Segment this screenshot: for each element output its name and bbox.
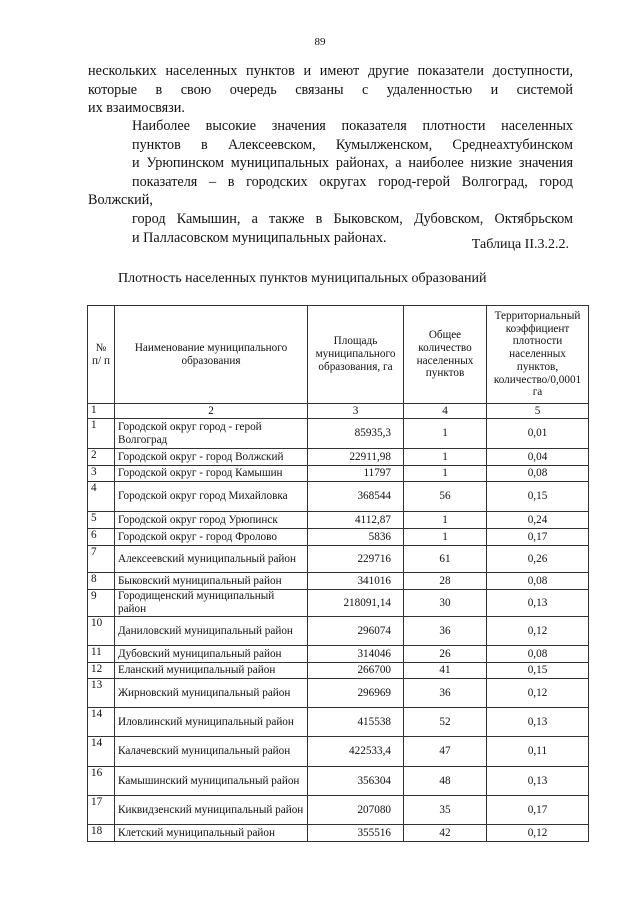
row-name: Дубовский муниципальный район — [115, 646, 308, 663]
row-coef: 0,08 — [487, 466, 589, 482]
row-name: Еланский муниципальный район — [115, 663, 308, 679]
row-name: Городской округ - город Камышин — [115, 466, 308, 482]
row-count: 30 — [404, 590, 487, 617]
paragraph-line: Наиболее высокие значения показателя плотности населенных — [132, 118, 573, 134]
row-area: 415538 — [308, 708, 404, 737]
row-area: 314046 — [308, 646, 404, 663]
column-number: 3 — [308, 404, 404, 419]
row-number: 11 — [88, 646, 115, 663]
table-row — [88, 663, 589, 679]
row-number: 6 — [88, 529, 115, 546]
row-number: 8 — [88, 573, 115, 590]
row-number: 10 — [88, 617, 115, 646]
row-coef: 0,13 — [487, 708, 589, 737]
table-row — [88, 466, 589, 482]
row-area: 356304 — [308, 767, 404, 796]
row-coef: 0,11 — [487, 737, 589, 767]
row-name: Иловлинский муниципальный район — [115, 708, 308, 737]
row-coef: 0,26 — [487, 546, 589, 573]
row-area: 368544 — [308, 482, 404, 512]
row-coef: 0,15 — [487, 663, 589, 679]
table-row — [88, 482, 589, 512]
row-name: Городской округ - город Волжский — [115, 449, 308, 466]
density-table — [87, 305, 589, 842]
paragraph-line: и Урюпинском муниципальных районах, а наиболее низкие значения — [132, 155, 573, 172]
row-coef: 0,17 — [487, 796, 589, 825]
row-coef: 0,12 — [487, 617, 589, 646]
row-coef: 0,12 — [487, 825, 589, 842]
paragraph-line: город Камышин, а также в Быковском, Дубовском, Октябрьском — [132, 210, 573, 227]
row-area: 296074 — [308, 617, 404, 646]
header-coef: Территориальный коэффициент плотности населенных пунктов, количество/0,0001 га — [487, 306, 589, 404]
row-number: 7 — [88, 546, 115, 573]
header-name: Наименование муниципального образования — [115, 306, 308, 404]
row-coef: 0,12 — [487, 679, 589, 708]
row-number: 18 — [88, 825, 115, 842]
paragraph-line: пунктов в Алексеевском, Кумылженском, Среднеахтубинском — [132, 136, 573, 153]
row-area: 355516 — [308, 825, 404, 842]
row-count: 36 — [404, 679, 487, 708]
paragraph-line: и Палласовском муниципальных районах. — [132, 229, 387, 246]
row-area: 11797 — [308, 466, 404, 482]
row-count: 1 — [404, 512, 487, 529]
row-area: 341016 — [308, 573, 404, 590]
header-count: Общее количество населенных пунктов — [404, 306, 487, 404]
table-label: Таблица II.3.2.2. — [471, 237, 569, 252]
paragraph-line: показателя – в городских округах город-герой Волгоград, город Волжский, — [88, 173, 573, 209]
table-row — [88, 419, 589, 449]
table-row — [88, 825, 589, 842]
row-name: Алексеевский муниципальный район — [115, 546, 308, 573]
row-name: Киквидзенский муниципальный район — [115, 796, 308, 825]
row-coef: 0,13 — [487, 767, 589, 796]
row-area: 296969 — [308, 679, 404, 708]
row-name: Городской округ - город Фролово — [115, 529, 308, 546]
row-area: 4112,87 — [308, 512, 404, 529]
row-coef: 0,08 — [487, 573, 589, 590]
row-coef: 0,08 — [487, 646, 589, 663]
row-count: 41 — [404, 663, 487, 679]
page-number: 89 — [314, 36, 326, 48]
row-name: Калачевский муниципальный район — [115, 737, 308, 767]
table-row — [88, 708, 589, 737]
row-number: 12 — [88, 663, 115, 679]
table-row — [88, 573, 589, 590]
row-name: Быковский муниципальный район — [115, 573, 308, 590]
row-name: Камышинский муниципальный район — [115, 767, 308, 796]
row-name: Городской округ город - герой Волгоград — [115, 419, 308, 449]
row-coef: 0,04 — [487, 449, 589, 466]
row-count: 28 — [404, 573, 487, 590]
row-number: 1 — [88, 419, 115, 449]
row-name: Клетский муниципальный район — [115, 825, 308, 842]
paragraph-2 — [88, 117, 573, 247]
table-row — [88, 529, 589, 546]
row-coef: 0,17 — [487, 529, 589, 546]
paragraph-line: которые в свою очередь связаны с удаленностью и системой — [88, 81, 573, 98]
row-area: 266700 — [308, 663, 404, 679]
row-count: 1 — [404, 419, 487, 449]
paragraph-line: нескольких населенных пунктов и имеют другие показатели доступности, — [88, 63, 573, 79]
row-name: Городской округ город Урюпинск — [115, 512, 308, 529]
table-row — [88, 546, 589, 573]
table-row — [88, 767, 589, 796]
row-count: 1 — [404, 529, 487, 546]
row-number: 14 — [88, 708, 115, 737]
row-number: 2 — [88, 449, 115, 466]
paragraph-line: их взаимосвязи. — [88, 100, 185, 117]
column-number-row — [88, 404, 589, 419]
row-number: 16 — [88, 767, 115, 796]
header-area: Площадь муниципального образования, га — [308, 306, 404, 404]
row-number: 5 — [88, 512, 115, 529]
row-count: 1 — [404, 466, 487, 482]
header-num: № п/ п — [88, 306, 115, 404]
row-area: 5836 — [308, 529, 404, 546]
row-area: 22911,98 — [308, 449, 404, 466]
column-number: 2 — [115, 404, 308, 419]
row-count: 42 — [404, 825, 487, 842]
column-number: 4 — [404, 404, 487, 419]
table-title: Плотность населенных пунктов муниципальных образований — [118, 271, 487, 286]
row-count: 61 — [404, 546, 487, 573]
table-row — [88, 590, 589, 617]
row-coef: 0,01 — [487, 419, 589, 449]
column-number: 5 — [487, 404, 589, 419]
row-area: 218091,14 — [308, 590, 404, 617]
row-count: 35 — [404, 796, 487, 825]
row-name: Жирновский муниципальный район — [115, 679, 308, 708]
row-coef: 0,24 — [487, 512, 589, 529]
row-count: 52 — [404, 708, 487, 737]
table-row — [88, 449, 589, 466]
row-count: 56 — [404, 482, 487, 512]
row-area: 85935,3 — [308, 419, 404, 449]
row-name: Городищенский муниципальный район — [115, 590, 308, 617]
row-number: 9 — [88, 590, 115, 617]
table-row — [88, 679, 589, 708]
table-row — [88, 617, 589, 646]
row-number: 4 — [88, 482, 115, 512]
row-area: 207080 — [308, 796, 404, 825]
row-coef: 0,15 — [487, 482, 589, 512]
row-count: 1 — [404, 449, 487, 466]
row-count: 26 — [404, 646, 487, 663]
row-number: 14 — [88, 737, 115, 767]
paragraph-1 — [88, 62, 573, 118]
row-count: 47 — [404, 737, 487, 767]
row-name: Даниловский муниципальный район — [115, 617, 308, 646]
row-name: Городской округ город Михайловка — [115, 482, 308, 512]
table-row — [88, 512, 589, 529]
row-area: 229716 — [308, 546, 404, 573]
table-row — [88, 796, 589, 825]
table-header-row — [88, 306, 589, 404]
column-number: 1 — [88, 404, 115, 419]
row-coef: 0,13 — [487, 590, 589, 617]
table-row — [88, 646, 589, 663]
row-count: 36 — [404, 617, 487, 646]
row-count: 48 — [404, 767, 487, 796]
row-number: 3 — [88, 466, 115, 482]
table-body — [88, 306, 589, 842]
row-number: 17 — [88, 796, 115, 825]
row-area: 422533,4 — [308, 737, 404, 767]
table-row — [88, 737, 589, 767]
row-number: 13 — [88, 679, 115, 708]
